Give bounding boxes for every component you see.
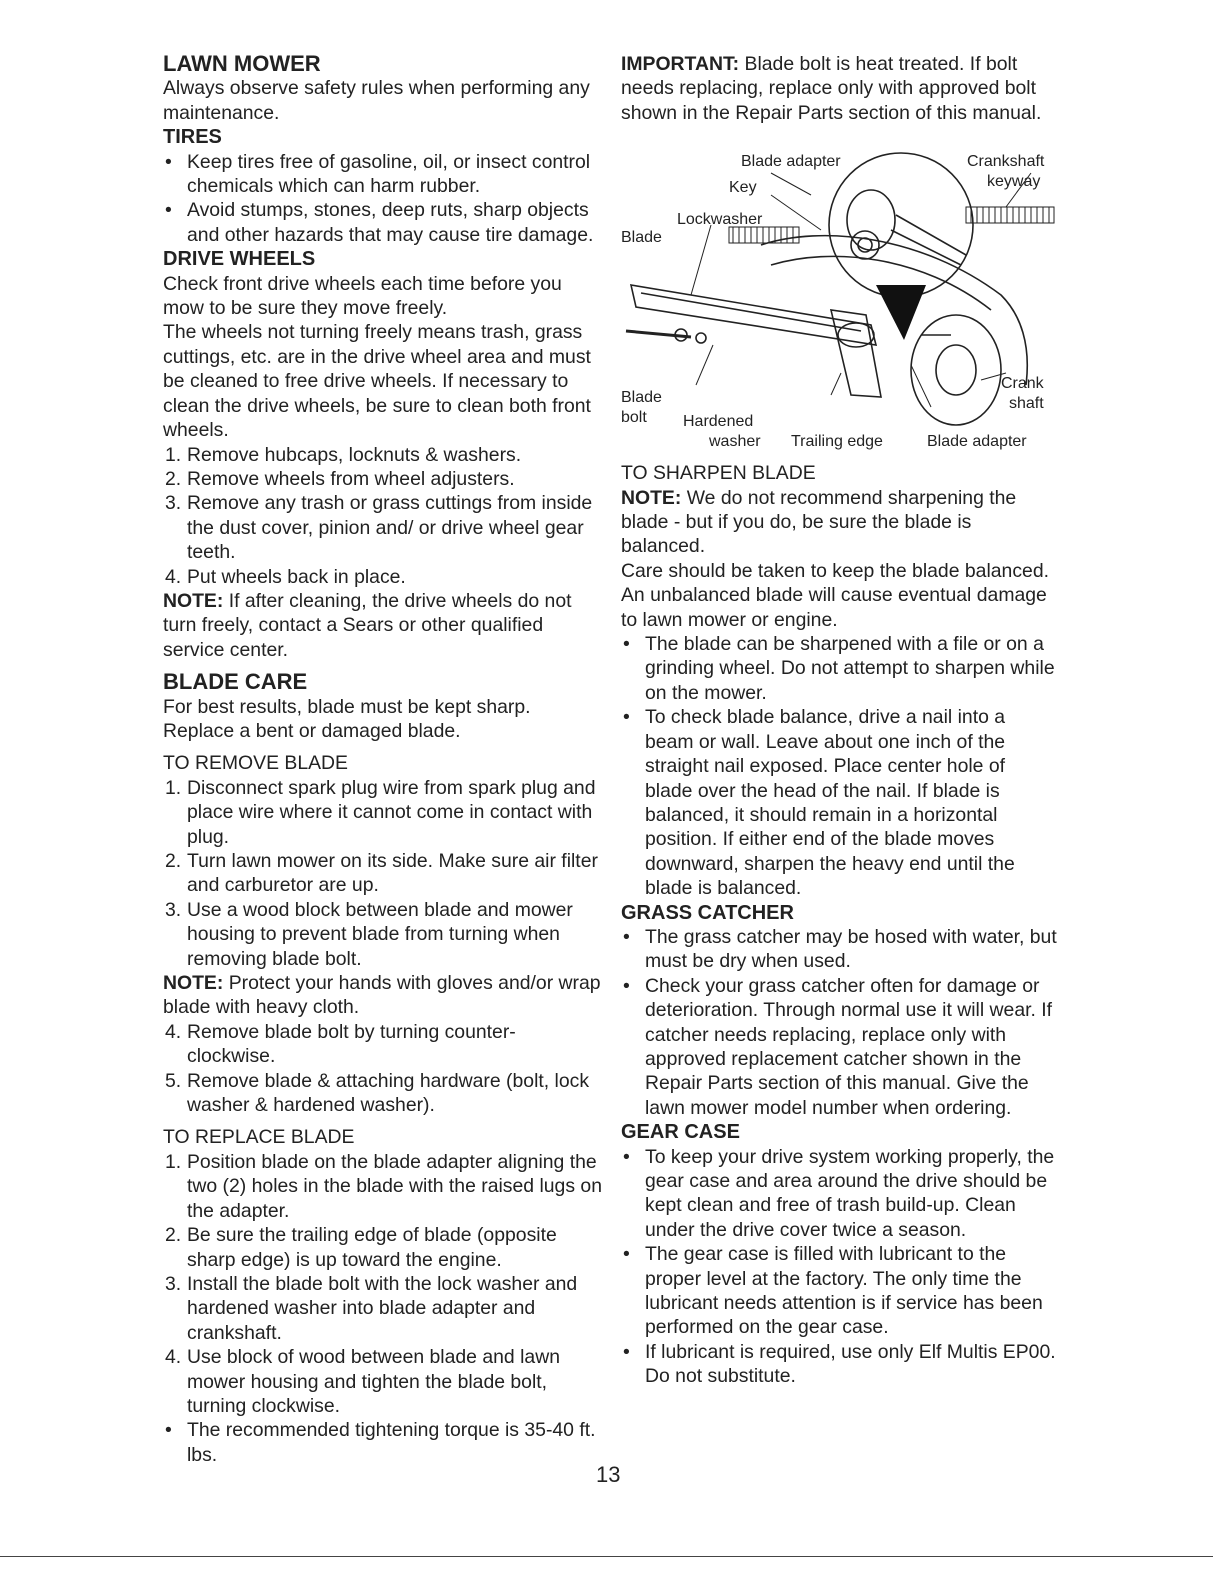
list-item-text: To keep your drive system working properly, the gear case and area around the drive should be kept clean and free of trash build-up. Clean under the drive cover twice a season.	[645, 1145, 1055, 1241]
note-text: If after cleaning, the drive wheels do not turn freely, contact a Sears or other qualified service center.	[163, 589, 572, 661]
list-item	[163, 491, 603, 564]
list-item	[163, 1272, 603, 1345]
heading-replace-blade: TO REPLACE BLADE	[163, 1126, 355, 1149]
label-blade-adapter-bottom: Blade adapter	[927, 433, 1027, 451]
heading-blade-care: BLADE CARE	[163, 669, 308, 695]
step-number: 2.	[165, 850, 182, 872]
list-item	[163, 150, 603, 199]
list-item	[621, 1340, 1057, 1389]
list-item	[163, 1345, 603, 1418]
heading-tires: TIRES	[163, 126, 222, 149]
step-number: 5.	[165, 1069, 182, 1092]
step-text: Remove any trash or grass cuttings from inside the dust cover, pinion and/ or drive wheel gear teeth.	[187, 492, 593, 564]
step-text: Remove hubcaps, locknuts & washers.	[187, 443, 522, 466]
note-label: NOTE:	[621, 486, 682, 509]
list-item	[163, 1223, 603, 1272]
remove-blade-steps	[163, 776, 603, 971]
important-label: IMPORTANT:	[621, 53, 740, 75]
label-blade: Blade	[621, 229, 662, 247]
label-hardened-washer-2: washer	[709, 433, 761, 451]
label-blade-bolt-1: Blade	[621, 389, 662, 407]
note-text: We do not recommend sharpening the blade - but if you do, be sure the blade is balanced.	[621, 486, 1017, 558]
list-item	[621, 1145, 1057, 1243]
list-item	[163, 1150, 603, 1223]
list-item	[163, 898, 603, 971]
list-item	[163, 443, 603, 467]
step-number: 1.	[165, 1150, 182, 1173]
drive-wheels-para-2: The wheels not turning freely means trash, grass cuttings, etc. are in the drive wheel area and must be cleaned to free drive wheels. If necessary to clean the drive wheels, be sure to clean both front wheels.	[163, 321, 591, 442]
list-item	[163, 198, 603, 247]
list-item	[163, 467, 603, 491]
list-item-text: The recommended tightening torque is 35-40 ft. lbs.	[187, 1419, 596, 1466]
step-number: 3.	[165, 898, 182, 921]
step-text: Position blade on the blade adapter aligning the two (2) holes in the blade with the raised lugs on the adapter.	[187, 1150, 602, 1222]
list-item	[621, 1242, 1057, 1340]
step-text: Disconnect spark plug wire from spark plug and place wire where it cannot come in contact with plug.	[187, 776, 596, 848]
heading-sharpen-blade: TO SHARPEN BLADE	[621, 462, 816, 485]
remove-blade-steps-continued	[163, 1020, 603, 1118]
step-number: 4.	[165, 565, 182, 588]
bullet-icon: •	[623, 706, 630, 729]
step-text: Install the blade bolt with the lock washer and hardened washer into blade adapter and crankshaft.	[187, 1272, 578, 1344]
note-label: NOTE:	[163, 589, 224, 612]
magnifier-pointer-icon	[876, 285, 926, 340]
list-item	[163, 776, 603, 849]
drive-wheels-para-1: Check front drive wheels each time before you mow to be sure they move freely.	[163, 272, 562, 320]
note-text: Protect your hands with gloves and/or wrap blade with heavy cloth.	[163, 972, 601, 1019]
bullet-icon: •	[623, 633, 630, 656]
bullet-icon: •	[623, 1340, 630, 1363]
lawn-mower-intro: Always observe safety rules when performing any maintenance.	[163, 77, 590, 124]
list-item	[621, 632, 1057, 705]
list-item	[621, 974, 1057, 1120]
step-text: Remove wheels from wheel adjusters.	[187, 467, 515, 490]
step-text: Turn lawn mower on its side. Make sure air filter and carburetor are up.	[187, 850, 598, 897]
bullet-icon: •	[623, 974, 630, 997]
list-item-text: The gear case is filled with lubricant to the proper level at the factory. The only time the lubricant needs attention is if service has been performed on the gear case.	[645, 1243, 1043, 1339]
important-text: Blade bolt is heat treated. If bolt needs replacing, replace only with approved bolt shown in the Repair Parts section of this manual.	[621, 53, 1042, 124]
important-note	[621, 52, 1057, 125]
bullet-icon: •	[165, 150, 172, 173]
heading-grass-catcher: GRASS CATCHER	[621, 901, 794, 924]
replace-blade-steps	[163, 1150, 603, 1467]
label-shaft: shaft	[1009, 395, 1044, 413]
step-text: Remove blade & attaching hardware (bolt, lock washer & hardened washer).	[187, 1069, 590, 1117]
list-item-text: Check your grass catcher often for damage or deterioration. Through normal use it will wear. If catcher needs replacing, replace only with approved replacement catcher shown in the Repair Parts section of this manual. Give the lawn mower model number when ordering.	[645, 974, 1053, 1119]
list-item	[621, 705, 1057, 900]
drive-wheels-steps	[163, 443, 603, 589]
sharpen-list	[621, 632, 1057, 900]
list-item-text: Keep tires free of gasoline, oil, or insect control chemicals which can harm rubber.	[187, 150, 591, 198]
heading-drive-wheels: DRIVE WHEELS	[163, 248, 316, 271]
list-item	[163, 565, 603, 589]
list-item-text: The blade can be sharpened with a file or on a grinding wheel. Do not attempt to sharpen while on the mower.	[645, 633, 1055, 704]
label-keyway: keyway	[987, 173, 1041, 191]
drive-wheels-note	[163, 589, 603, 662]
heading-gear-case: GEAR CASE	[621, 1121, 740, 1144]
label-crank: Crank	[1001, 375, 1044, 393]
label-hardened-washer-1: Hardened	[683, 413, 754, 431]
step-number: 1.	[165, 776, 182, 799]
bottom-rule	[0, 1556, 1213, 1557]
bullet-icon: •	[623, 1145, 630, 1168]
bullet-icon: •	[623, 925, 630, 948]
blade-care-intro: For best results, blade must be kept sharp. Replace a bent or damaged blade.	[163, 695, 531, 742]
sharpen-note	[621, 486, 1057, 559]
step-text: Put wheels back in place.	[187, 565, 406, 588]
tires-list	[163, 150, 603, 248]
list-item	[621, 925, 1057, 974]
step-text: Remove blade bolt by turning counter-clockwise.	[187, 1020, 516, 1068]
grass-catcher-list	[621, 925, 1057, 1120]
label-blade-bolt-2: bolt	[621, 409, 647, 427]
sharpen-para: Care should be taken to keep the blade balanced. An unbalanced blade will cause eventual damage to lawn mower or engine.	[621, 559, 1049, 631]
label-blade-adapter: Blade adapter	[741, 153, 841, 171]
step-number: 1.	[165, 443, 182, 466]
gear-case-list	[621, 1145, 1057, 1389]
step-text: Be sure the trailing edge of blade (opposite sharp edge) is up toward the engine.	[187, 1224, 557, 1271]
note-label: NOTE:	[163, 972, 224, 995]
list-item	[163, 1418, 603, 1467]
bullet-icon: •	[165, 1419, 172, 1442]
bullet-icon: •	[165, 199, 172, 222]
label-trailing-edge: Trailing edge	[791, 433, 883, 451]
list-item-text: If lubricant is required, use only Elf Multis EP00. Do not substitute.	[645, 1340, 1056, 1388]
page-number: 13	[596, 1462, 621, 1487]
right-column	[621, 52, 1057, 1389]
label-lockwasher: Lockwasher	[677, 211, 763, 229]
heading-remove-blade: TO REMOVE BLADE	[163, 752, 348, 775]
bullet-icon: •	[623, 1243, 630, 1266]
step-number: 4.	[165, 1346, 182, 1369]
heading-lawn-mower: LAWN MOWER	[163, 51, 321, 76]
step-text: Use block of wood between blade and lawn mower housing and tighten the blade bolt, turning clockwise.	[187, 1346, 560, 1417]
step-number: 2.	[165, 467, 182, 490]
step-number: 3.	[165, 1272, 182, 1295]
list-item-text: The grass catcher may be hosed with water, but must be dry when used.	[645, 925, 1057, 973]
step-number: 2.	[165, 1224, 182, 1247]
list-item-text: Avoid stumps, stones, deep ruts, sharp objects and other hazards that may cause tire damage.	[187, 199, 594, 246]
list-item	[163, 1069, 603, 1118]
step-text: Use a wood block between blade and mower housing to prevent blade from turning when removing blade bolt.	[187, 898, 573, 970]
left-column	[163, 52, 603, 1467]
blade-assembly-diagram	[621, 135, 1057, 455]
label-crankshaft: Crankshaft	[967, 153, 1045, 171]
list-item	[163, 849, 603, 898]
remove-blade-note	[163, 971, 603, 1020]
step-number: 4.	[165, 1020, 182, 1043]
step-number: 3.	[165, 492, 182, 515]
label-key: Key	[729, 179, 757, 197]
list-item-text: To check blade balance, drive a nail into a beam or wall. Leave about one inch of the straight nail exposed. Place center hole of blade over the head of the nail. If blade is balanced, it should remain in a horizontal position. If either end of the blade moves downward, sharpen the heavy end until the blade is balanced.	[645, 706, 1015, 900]
list-item	[163, 1020, 603, 1069]
